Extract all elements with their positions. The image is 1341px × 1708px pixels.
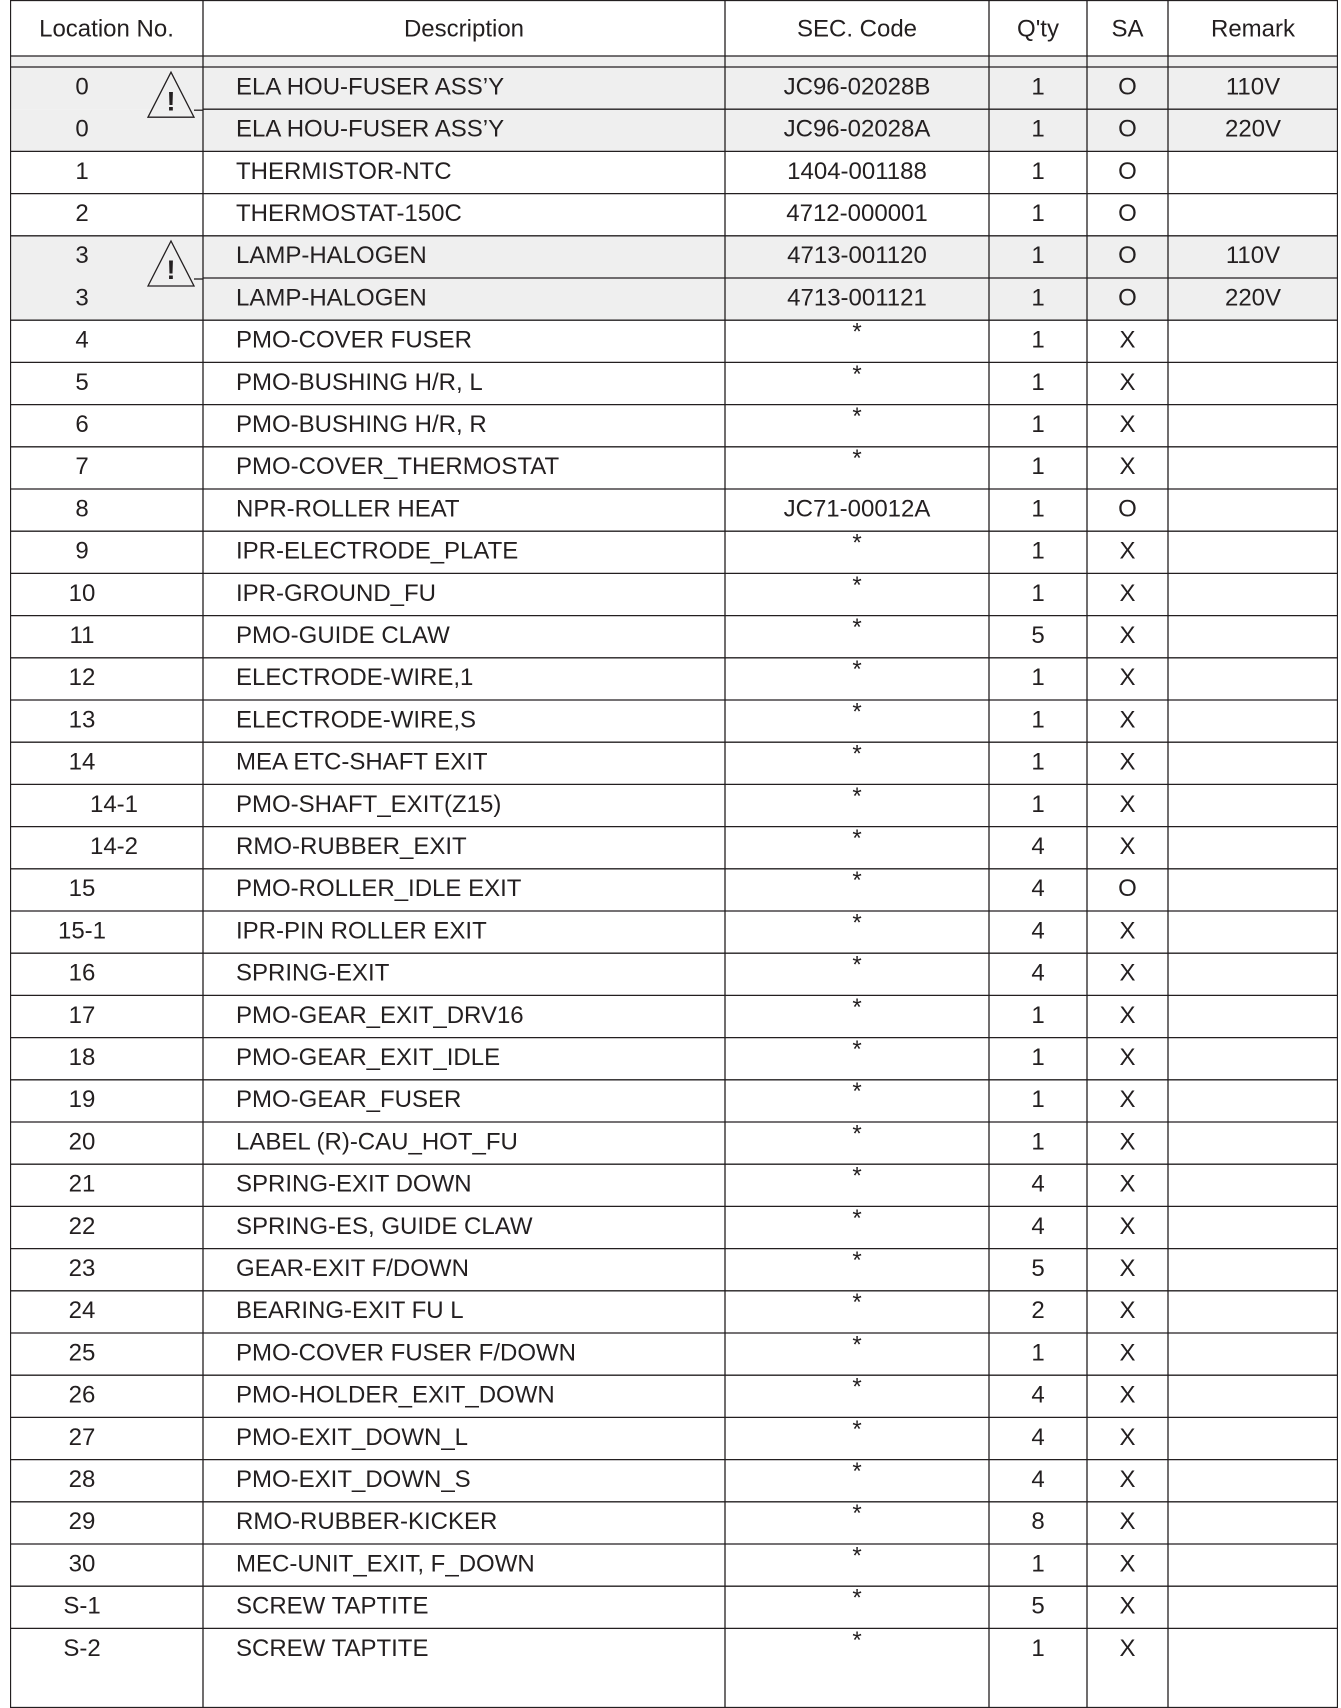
location-number: 10 [68,579,96,607]
location-number: 24 [68,1297,96,1325]
part-description: NPR-ROLLER HEAT [236,495,460,523]
part-description: ELECTRODE-WIRE,S [236,706,477,734]
sa-flag: X [1119,537,1136,565]
quantity: 4 [1031,917,1045,945]
part-description: PMO-EXIT_DOWN_L [236,1423,469,1451]
quantity: 4 [1031,1212,1045,1240]
location-number: 5 [75,368,89,396]
column-header: Location No. [39,15,174,43]
sec-code: * [852,698,862,726]
quantity: 4 [1031,1170,1045,1198]
column-header: Description [403,15,525,43]
sec-code: * [852,909,862,937]
part-description: ELECTRODE-WIRE,1 [236,664,474,692]
part-description: PMO-SHAFT_EXIT(Z15) [236,790,502,818]
sec-code: * [852,1247,862,1275]
sa-flag: X [1119,1128,1136,1156]
remark: 110V [1225,242,1281,270]
sec-code: 4713-001121 [787,284,927,312]
sec-code: * [852,318,862,346]
sa-flag: O [1118,115,1137,143]
part-description: SPRING-EXIT DOWN [236,1170,472,1198]
part-description: IPR-ELECTRODE_PLATE [236,537,519,565]
part-description: PMO-ROLLER_IDLE EXIT [236,875,522,903]
sec-code: * [852,445,862,473]
location-number: 0 [75,73,89,101]
location-number: 28 [68,1466,96,1494]
sa-flag: X [1119,664,1136,692]
row-shading [10,236,1338,278]
quantity: 1 [1031,1550,1045,1578]
quantity: 5 [1031,622,1045,650]
sec-code: * [852,867,862,895]
part-description: SCREW TAPTITE [236,1634,429,1662]
location-number: 15-1 [57,917,107,945]
sa-flag: X [1119,1170,1136,1198]
quantity: 1 [1031,157,1045,185]
sa-flag: X [1119,1339,1136,1367]
quantity: 1 [1031,664,1045,692]
sec-code: * [852,1078,862,1106]
sa-flag: X [1119,959,1136,987]
sec-code: * [852,825,862,853]
sec-code: * [852,740,862,768]
remark: 110V [1225,73,1281,101]
part-description: MEC-UNIT_EXIT, F_DOWN [236,1550,535,1578]
sec-code: * [852,1415,862,1443]
part-description: IPR-GROUND_FU [236,579,437,607]
sa-flag: X [1119,1086,1136,1114]
location-number: 21 [68,1170,96,1198]
sa-flag: X [1119,1508,1136,1536]
quantity: 1 [1031,1634,1045,1662]
warning-exclamation: ! [166,255,176,286]
quantity: 1 [1031,748,1045,776]
quantity: 1 [1031,1044,1045,1072]
sec-code: * [852,571,862,599]
location-number: 14-2 [89,833,139,861]
sa-flag: X [1119,326,1136,354]
location-number: 22 [68,1212,96,1240]
location-number: 18 [68,1044,96,1072]
sa-flag: O [1118,495,1137,523]
sec-code: * [852,1500,862,1528]
sec-code: * [852,782,862,810]
row-shading [10,278,1338,320]
sa-flag: X [1119,748,1136,776]
location-number: 29 [68,1508,96,1536]
location-number: 2 [75,200,89,228]
sec-code: * [852,1626,862,1654]
sec-code: * [852,1331,862,1359]
quantity: 1 [1031,453,1045,481]
sec-code: * [852,1373,862,1401]
sa-flag: X [1119,622,1136,650]
part-description: THERMISTOR-NTC [236,157,452,185]
location-number: 4 [75,326,89,354]
sec-code: * [852,993,862,1021]
parts-list-table [10,0,1338,1708]
location-number: 6 [75,411,89,439]
part-description: SCREW TAPTITE [236,1592,429,1620]
sa-flag: X [1119,453,1136,481]
location-number: 12 [68,664,96,692]
sec-code: JC96-02028B [783,73,931,101]
part-description: PMO-GEAR_FUSER [236,1086,462,1114]
sa-flag: X [1119,1001,1136,1029]
quantity: 4 [1031,833,1045,861]
sa-flag: O [1118,200,1137,228]
quantity: 1 [1031,537,1045,565]
sa-flag: X [1119,1381,1136,1409]
quantity: 1 [1031,73,1045,101]
remark: 220V [1224,115,1282,143]
sec-code: 4712-000001 [786,200,928,228]
sa-flag: X [1119,1550,1136,1578]
part-description: PMO-BUSHING H/R, R [236,411,487,439]
location-number: 25 [68,1339,96,1367]
sec-code: * [852,403,862,431]
sa-flag: X [1119,1297,1136,1325]
location-number: 11 [69,622,95,650]
header-gap-band [10,56,1338,67]
part-description: PMO-COVER_THERMOSTAT [236,453,560,481]
location-number: 0 [75,115,89,143]
location-number: 3 [75,284,89,312]
location-number: 23 [68,1255,96,1283]
part-description: ELA HOU-FUSER ASS’Y [236,73,505,101]
row-shading [10,67,1338,109]
sa-flag: X [1119,833,1136,861]
row-shading [10,109,1338,151]
sa-flag: X [1119,411,1136,439]
sa-flag: X [1119,917,1136,945]
sec-code: * [852,1204,862,1232]
part-description: PMO-EXIT_DOWN_S [236,1466,471,1494]
sa-flag: X [1119,368,1136,396]
sa-flag: O [1118,242,1137,270]
quantity: 1 [1031,242,1045,270]
sa-flag: X [1119,1634,1136,1662]
location-number: 15 [68,875,96,903]
sa-flag: O [1118,875,1137,903]
column-header: SA [1111,15,1144,43]
quantity: 4 [1031,1466,1045,1494]
quantity: 1 [1031,706,1045,734]
part-description: LAMP-HALOGEN [236,242,427,270]
quantity: 1 [1031,1339,1045,1367]
part-description: LAMP-HALOGEN [236,284,427,312]
sec-code: * [852,1162,862,1190]
location-number: 20 [68,1128,96,1156]
location-number: 8 [75,495,89,523]
sa-flag: X [1119,706,1136,734]
quantity: 1 [1031,1086,1045,1114]
sa-flag: X [1119,579,1136,607]
location-number: 19 [68,1086,96,1114]
sec-code: * [852,1036,862,1064]
part-description: PMO-BUSHING H/R, L [236,368,483,396]
quantity: 1 [1031,1001,1045,1029]
sec-code: JC96-02028A [783,115,931,143]
sa-flag: X [1119,1466,1136,1494]
sec-code: * [852,951,862,979]
sec-code: JC71-00012A [783,495,931,523]
sec-code: * [852,1289,862,1317]
location-number: 30 [68,1550,96,1578]
column-header: SEC. Code [796,15,918,43]
part-description: SPRING-ES, GUIDE CLAW [236,1212,533,1240]
location-number: 13 [68,706,96,734]
part-description: PMO-GEAR_EXIT_DRV16 [236,1001,524,1029]
sec-code: * [852,1542,862,1570]
quantity: 1 [1031,115,1045,143]
location-number: 16 [68,959,96,987]
parts-table-svg [10,0,1338,1708]
part-description: PMO-COVER FUSER [236,326,473,354]
quantity: 1 [1031,790,1045,818]
quantity: 5 [1031,1255,1045,1283]
quantity: 1 [1031,1128,1045,1156]
quantity: 1 [1031,284,1045,312]
sa-flag: X [1119,1423,1136,1451]
location-number: S-1 [63,1592,101,1620]
quantity: 5 [1031,1592,1045,1620]
sa-flag: O [1118,284,1137,312]
part-description: LABEL (R)-CAU_HOT_FU [236,1128,518,1156]
part-description: BEARING-EXIT FU L [236,1297,464,1325]
sec-code: 4713-001120 [787,242,927,270]
part-description: THERMOSTAT-150C [236,200,462,228]
sec-code: * [852,1120,862,1148]
sa-flag: X [1119,1592,1136,1620]
sec-code: * [852,656,862,684]
sa-flag: X [1119,1044,1136,1072]
sec-code: * [852,1458,862,1486]
column-header: Remark [1210,15,1296,43]
part-description: RMO-RUBBER_EXIT [236,833,467,861]
sa-flag: X [1119,1255,1136,1283]
sec-code: 1404-001188 [787,157,927,185]
sa-flag: O [1118,73,1137,101]
quantity: 8 [1031,1508,1045,1536]
warning-exclamation: ! [166,86,176,117]
column-header: Q'ty [1017,15,1059,43]
quantity: 4 [1031,1423,1045,1451]
sa-flag: X [1119,1212,1136,1240]
quantity: 4 [1031,959,1045,987]
location-number: S-2 [63,1634,101,1662]
part-description: RMO-RUBBER-KICKER [236,1508,498,1536]
quantity: 1 [1031,495,1045,523]
location-number: 9 [75,537,89,565]
part-description: MEA ETC-SHAFT EXIT [236,748,488,776]
part-description: ELA HOU-FUSER ASS’Y [236,115,505,143]
location-number: 3 [75,242,89,270]
sec-code: * [852,360,862,388]
quantity: 1 [1031,411,1045,439]
quantity: 4 [1031,1381,1045,1409]
part-description: GEAR-EXIT F/DOWN [236,1255,469,1283]
location-number: 14-1 [89,790,139,818]
quantity: 1 [1031,579,1045,607]
location-number: 14 [68,748,96,776]
part-description: PMO-COVER FUSER F/DOWN [236,1339,576,1367]
sec-code: * [852,614,862,642]
location-number: 7 [75,453,89,481]
sec-code: * [852,529,862,557]
quantity: 4 [1031,875,1045,903]
quantity: 1 [1031,200,1045,228]
part-description: SPRING-EXIT [236,959,390,987]
location-number: 1 [75,157,89,185]
remark: 220V [1224,284,1282,312]
part-description: IPR-PIN ROLLER EXIT [236,917,487,945]
sa-flag: X [1119,790,1136,818]
quantity: 1 [1031,368,1045,396]
quantity: 1 [1031,326,1045,354]
part-description: PMO-GEAR_EXIT_IDLE [236,1044,501,1072]
sec-code: * [852,1584,862,1612]
quantity: 2 [1031,1297,1045,1325]
location-number: 27 [68,1423,96,1451]
location-number: 26 [68,1381,96,1409]
location-number: 17 [68,1001,96,1029]
part-description: PMO-GUIDE CLAW [236,622,450,650]
part-description: PMO-HOLDER_EXIT_DOWN [236,1381,555,1409]
sa-flag: O [1118,157,1137,185]
